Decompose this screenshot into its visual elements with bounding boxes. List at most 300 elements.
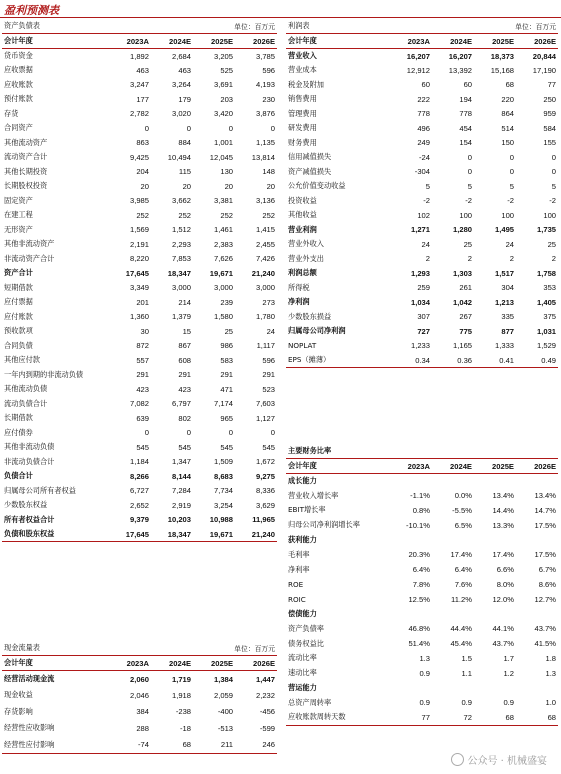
cell-value: 304: [501, 283, 515, 293]
cell-value: 288: [136, 723, 149, 733]
cell-value: 252: [136, 210, 149, 220]
cell-value: 19,671: [209, 268, 234, 278]
cell-value: 220: [501, 94, 515, 104]
cell-value: 204: [136, 167, 149, 177]
cell-value: 0: [186, 428, 192, 438]
cell-value: -513: [217, 723, 234, 733]
cell-value: 0.9: [419, 698, 430, 708]
page-title: 盈利预测表: [4, 4, 59, 17]
table-row: [286, 223, 558, 238]
row-label: 所有者权益合计: [4, 514, 55, 524]
cell-value: 25: [547, 239, 557, 249]
cell-value: [474, 533, 516, 548]
row-label: NOPLAT: [288, 341, 317, 351]
cell-value: 150: [501, 138, 515, 148]
cell-value: 3,629: [256, 500, 276, 510]
header-year: 2025E: [474, 34, 516, 49]
cell-value: 2,046: [129, 690, 149, 700]
cell-value: 0.9: [419, 668, 430, 678]
cell-value: -456: [259, 707, 276, 717]
cell-value: 20.3%: [408, 550, 430, 560]
cell-value: 14.4%: [492, 505, 514, 515]
table-row: [286, 666, 558, 681]
cell-value: 77: [547, 80, 557, 90]
cell-value: 1,001: [214, 138, 234, 148]
cell-value: 43.7%: [492, 639, 514, 649]
cell-value: 12.7%: [534, 594, 557, 604]
table-row: [2, 165, 277, 180]
cell-value: 375: [543, 312, 557, 322]
cell-value: 1.3: [545, 668, 557, 678]
cell-value: [432, 533, 474, 548]
row-label: 净利润: [288, 297, 310, 307]
cell-value: 16,207: [406, 51, 430, 61]
cell-value: 2: [551, 254, 557, 264]
cell-value: 8.6%: [538, 579, 557, 589]
cell-value: 1,918: [172, 690, 192, 700]
row-label: 应付账款: [4, 311, 33, 321]
cell-value: 7,626: [214, 254, 234, 264]
cell-value: 525: [220, 65, 234, 75]
cell-value: 155: [543, 138, 557, 148]
cell-value: 1,303: [453, 268, 473, 278]
cell-value: 252: [220, 210, 234, 220]
cell-value: 259: [417, 283, 430, 293]
row-label: 利润总额: [288, 268, 317, 278]
cell-value: 8,220: [129, 254, 149, 264]
table-row: [2, 671, 277, 688]
table-caption: 利润表: [288, 21, 310, 30]
table-caption: 资产负债表: [4, 21, 40, 30]
header-year: 2023A: [390, 34, 432, 49]
cell-value: 273: [262, 297, 276, 307]
cell-value: 154: [459, 138, 473, 148]
cell-value: 2,060: [129, 674, 149, 684]
cell-value: 17.4%: [450, 550, 472, 560]
cell-value: [432, 607, 474, 622]
cell-value: 6,797: [172, 399, 192, 409]
cell-value: 1,405: [537, 297, 557, 307]
row-label: 其他收益: [288, 210, 317, 220]
cell-value: 0.0%: [454, 491, 472, 501]
row-label: 少数股东权益: [4, 500, 48, 510]
cell-value: 18,347: [151, 527, 193, 542]
cell-value: 203: [220, 94, 234, 104]
cell-value: 0: [467, 167, 473, 177]
cell-value: 5: [509, 181, 515, 191]
cell-value: [474, 681, 516, 696]
row-label: 固定资产: [4, 195, 33, 205]
table-row: [2, 121, 277, 136]
cell-value: 2,191: [129, 239, 149, 249]
row-label: ROIC: [288, 594, 306, 604]
header-label: 会计年度: [2, 34, 109, 49]
cell-value: 6.7%: [538, 565, 557, 575]
cell-value: 17.4%: [492, 550, 514, 560]
table-row: [286, 592, 558, 607]
table-row: [286, 562, 558, 577]
row-label: 长期借款: [4, 413, 33, 423]
table-row: [286, 547, 558, 562]
cell-value: 959: [543, 109, 557, 119]
cell-value: 7,082: [129, 399, 149, 409]
cell-value: 13.3%: [492, 520, 514, 530]
table-row: [286, 710, 558, 725]
cell-value: 864: [501, 109, 515, 119]
table-row: [2, 150, 277, 165]
cell-value: 8,266: [129, 471, 149, 481]
cell-value: 16,207: [448, 51, 473, 61]
table-row: [286, 681, 558, 696]
cell-value: 8,336: [256, 486, 276, 496]
cell-value: 802: [178, 413, 192, 423]
cell-value: -2: [465, 196, 473, 206]
table-row: [286, 208, 558, 223]
table-row: [2, 49, 277, 64]
row-label: 信用减值损失: [288, 152, 332, 162]
cell-value: 877: [501, 326, 515, 336]
cell-value: 0: [270, 123, 276, 133]
cell-value: 583: [220, 355, 234, 365]
cell-value: 5: [551, 181, 557, 191]
cell-value: 0.36: [432, 353, 474, 368]
table-row: [286, 474, 558, 489]
cell-value: 3,205: [214, 51, 234, 61]
row-label: 营业收入: [288, 51, 317, 60]
cell-value: 44.4%: [450, 624, 472, 634]
cell-value: 1,461: [214, 225, 234, 235]
cell-value: 10,494: [167, 152, 192, 162]
income-statement-table: [286, 19, 558, 368]
cell-value: 11.2%: [451, 594, 472, 604]
table-unit: 单位：百万元: [234, 23, 276, 31]
cell-value: -10.1%: [405, 520, 430, 530]
cell-value: 60: [421, 80, 430, 90]
row-label: 营业外收入: [288, 239, 324, 249]
row-label: 其他应付款: [4, 355, 40, 365]
cell-value: 24: [421, 239, 430, 249]
cell-value: 8.0%: [496, 579, 514, 589]
cell-value: 0.9: [503, 698, 514, 708]
cell-value: 17,645: [109, 527, 151, 542]
cell-value: 201: [136, 297, 149, 307]
cell-value: 1,569: [129, 225, 149, 235]
cell-value: 0: [144, 428, 149, 438]
cell-value: 68: [505, 80, 515, 90]
table-row: [286, 194, 558, 209]
row-label: 非流动资产合计: [4, 253, 55, 263]
table-row: [286, 324, 558, 339]
cell-value: 12,912: [406, 65, 430, 75]
cell-value: 18,347: [167, 268, 192, 278]
row-label: 预付账款: [4, 94, 33, 104]
row-label: 总资产周转率: [288, 697, 332, 707]
table-row: [286, 577, 558, 592]
cell-value: 307: [417, 312, 430, 322]
row-label: 销售费用: [288, 94, 317, 104]
table-row: [286, 651, 558, 666]
cell-value: 17.5%: [534, 520, 557, 530]
table-row: [286, 533, 558, 548]
cell-value: 17.5%: [534, 550, 557, 560]
table-row: [2, 426, 277, 441]
cell-value: 7.6%: [454, 579, 472, 589]
table-row: [286, 281, 558, 296]
cell-value: 0: [551, 167, 557, 177]
cell-value: 3,000: [214, 283, 234, 293]
table-row: [286, 63, 558, 78]
cell-value: 1,127: [256, 413, 276, 423]
row-label: 资产减值损失: [288, 166, 332, 176]
table-caption: 主要财务比率: [288, 446, 332, 455]
header-year: 2023A: [390, 459, 432, 474]
cell-value: 148: [262, 167, 276, 177]
cell-value: 778: [459, 109, 473, 119]
cell-value: 7,426: [256, 254, 276, 264]
cell-value: 423: [178, 384, 192, 394]
cell-value: 1,758: [537, 268, 557, 278]
header-year: 2024E: [432, 34, 474, 49]
balance-sheet-table: [2, 19, 277, 542]
cell-value: 3,254: [214, 500, 234, 510]
cell-value: 11,965: [252, 515, 276, 525]
row-label: 公允价值变动收益: [288, 181, 346, 191]
header-year: 2024E: [151, 34, 193, 49]
cell-value: 3,349: [129, 283, 149, 293]
cell-value: 7,174: [214, 399, 234, 409]
cell-value: 43.7%: [534, 624, 557, 634]
row-label: 其他流动负债: [4, 384, 48, 394]
header-year: 2023A: [109, 34, 151, 49]
cash-flow-table: [2, 641, 277, 754]
cell-value: 775: [459, 326, 473, 336]
header-year: 2025E: [193, 656, 235, 671]
table-row: [286, 266, 558, 281]
cell-value: 6.5%: [454, 520, 472, 530]
table-row: [2, 720, 277, 737]
row-label: 成长能力: [288, 476, 317, 486]
table-row: [286, 621, 558, 636]
cell-value: 250: [543, 94, 557, 104]
row-label: 资产负债率: [288, 623, 324, 633]
table-row: [286, 150, 558, 165]
cell-value: 21,240: [235, 527, 277, 542]
cell-value: 1,512: [172, 225, 192, 235]
cell-value: 249: [417, 138, 430, 148]
row-label: 经营性应收影响: [4, 723, 55, 733]
table-row: [286, 92, 558, 107]
cell-value: 1,580: [214, 312, 234, 322]
cell-value: 384: [136, 707, 149, 717]
cell-value: 179: [178, 94, 192, 104]
cell-value: [516, 607, 558, 622]
table-row: [2, 252, 277, 267]
cell-value: 1,213: [495, 297, 515, 307]
cell-value: 3,020: [172, 109, 192, 119]
cell-value: 41.5%: [534, 639, 557, 649]
cell-value: 1,271: [410, 225, 430, 235]
cell-value: 10,203: [167, 515, 192, 525]
table-unit: 单位：百万元: [234, 645, 276, 653]
cell-value: 0: [509, 167, 515, 177]
cell-value: 1,135: [256, 138, 276, 148]
cell-value: -24: [419, 152, 430, 162]
cell-value: 1,719: [172, 674, 192, 684]
row-label: 偿债能力: [288, 609, 317, 619]
cell-value: 1.8: [545, 653, 557, 663]
cell-value: 778: [417, 109, 430, 119]
table-row: [2, 281, 277, 296]
row-label: 速动比率: [288, 668, 317, 678]
cell-value: 1,360: [129, 312, 149, 322]
table-row: [286, 237, 558, 252]
cell-value: 177: [136, 94, 149, 104]
row-label: 资产合计: [4, 268, 33, 278]
cell-value: 557: [136, 355, 149, 365]
row-label: 其他流动资产: [4, 137, 48, 147]
cell-value: 267: [459, 312, 473, 322]
table-row: [2, 295, 277, 310]
row-label: 营运能力: [288, 683, 317, 693]
watermark: [447, 751, 551, 768]
cell-value: 353: [543, 283, 557, 293]
row-label: 获利能力: [288, 535, 317, 545]
cell-value: 44.1%: [492, 624, 514, 634]
cell-value: 514: [501, 123, 515, 133]
cell-value: -2: [549, 196, 557, 206]
cell-value: 6,727: [129, 486, 149, 496]
cell-value: 1.3: [419, 653, 430, 663]
cell-value: 2: [509, 254, 515, 264]
row-label: 负债和股东权益: [2, 527, 109, 542]
table-row: [2, 266, 277, 281]
cell-value: 2,293: [172, 239, 192, 249]
table-row: [2, 194, 277, 209]
cell-value: 239: [220, 297, 234, 307]
table-row: [286, 503, 558, 518]
header-year: 2026E: [516, 459, 558, 474]
cell-value: 214: [178, 297, 192, 307]
header-label: 会计年度: [286, 34, 390, 49]
table-row: [2, 223, 277, 238]
row-label: 其他长期投资: [4, 166, 48, 176]
cell-value: 3,000: [256, 283, 276, 293]
cell-value: 17,645: [125, 268, 149, 278]
row-label: 税金及附加: [288, 79, 324, 89]
row-label: 存货影响: [4, 706, 33, 716]
cell-value: 25: [463, 239, 473, 249]
cell-value: 1,184: [129, 457, 149, 467]
cell-value: 24: [505, 239, 515, 249]
row-label: EBIT增长率: [288, 505, 326, 515]
row-label: 一年内到期的非流动负债: [4, 369, 84, 379]
cell-value: 423: [136, 384, 149, 394]
row-label: 流动比率: [288, 653, 317, 663]
row-label: 归属母公司净利润: [288, 326, 346, 336]
cell-value: 463: [136, 65, 149, 75]
cell-value: 523: [262, 384, 276, 394]
row-label: 营业外支出: [288, 253, 324, 263]
row-label: 研发费用: [288, 123, 317, 133]
cell-value: 20: [224, 181, 234, 191]
cell-value: 3,136: [256, 196, 276, 206]
table-row: [2, 411, 277, 426]
row-label: 毛利率: [288, 549, 310, 559]
cell-value: 0.34: [390, 353, 432, 368]
cell-value: [390, 474, 432, 489]
table-caption: 现金流量表: [4, 643, 40, 652]
table-row: [2, 136, 277, 151]
cell-value: -599: [259, 723, 276, 733]
cell-value: 68: [516, 710, 558, 725]
table-row: [286, 695, 558, 710]
cell-value: 1,780: [256, 312, 276, 322]
cell-value: [390, 607, 432, 622]
cell-value: 496: [417, 123, 430, 133]
row-label: 合同资产: [4, 123, 33, 133]
table-row: [2, 440, 277, 455]
cell-value: 68: [474, 710, 516, 725]
cell-value: 7,284: [172, 486, 192, 496]
cell-value: 2,059: [214, 690, 234, 700]
cell-value: 0: [551, 152, 557, 162]
table-row: [2, 455, 277, 470]
table-row: [2, 704, 277, 721]
cell-value: 13.4%: [492, 491, 514, 501]
cell-value: 1.2: [503, 668, 514, 678]
cell-value: 3,691: [214, 80, 234, 90]
cell-value: 211: [193, 737, 235, 754]
cell-value: 863: [136, 138, 149, 148]
cell-value: 19,671: [193, 527, 235, 542]
row-label: 其他非流动资产: [4, 239, 55, 249]
cell-value: 30: [140, 326, 149, 336]
row-label: 归属母公司所有者权益: [4, 485, 76, 495]
table-row: [2, 469, 277, 484]
cell-value: [390, 533, 432, 548]
table-row: [286, 107, 558, 122]
row-label: 存货: [4, 108, 19, 118]
cell-value: 291: [220, 370, 234, 380]
row-label: 流动负债合计: [4, 398, 48, 408]
cell-value: 0: [228, 123, 234, 133]
row-label: 所得税: [288, 282, 310, 292]
cell-value: 51.4%: [408, 639, 430, 649]
cell-value: 2,684: [172, 51, 192, 61]
cell-value: 20: [140, 181, 149, 191]
header-label: 会计年度: [286, 459, 390, 474]
cell-value: 230: [262, 94, 276, 104]
cell-value: 1,233: [410, 341, 430, 351]
cell-value: 1,379: [172, 312, 192, 322]
title-rule: [0, 17, 561, 18]
cell-value: 584: [543, 123, 557, 133]
cell-value: 20: [266, 181, 276, 191]
table-row: [2, 737, 277, 754]
table-row: [286, 607, 558, 622]
cell-value: 0: [467, 152, 473, 162]
cell-value: 1,031: [537, 326, 557, 336]
wechat-icon: [451, 753, 464, 766]
table-unit: 单位：百万元: [515, 23, 557, 31]
cell-value: 2,383: [214, 239, 234, 249]
table-row: [2, 527, 277, 542]
cell-value: 1.5: [461, 653, 472, 663]
cell-value: 5: [467, 181, 473, 191]
cell-value: 17,190: [532, 65, 557, 75]
cell-value: 12.0%: [492, 594, 514, 604]
cell-value: 0: [509, 152, 515, 162]
